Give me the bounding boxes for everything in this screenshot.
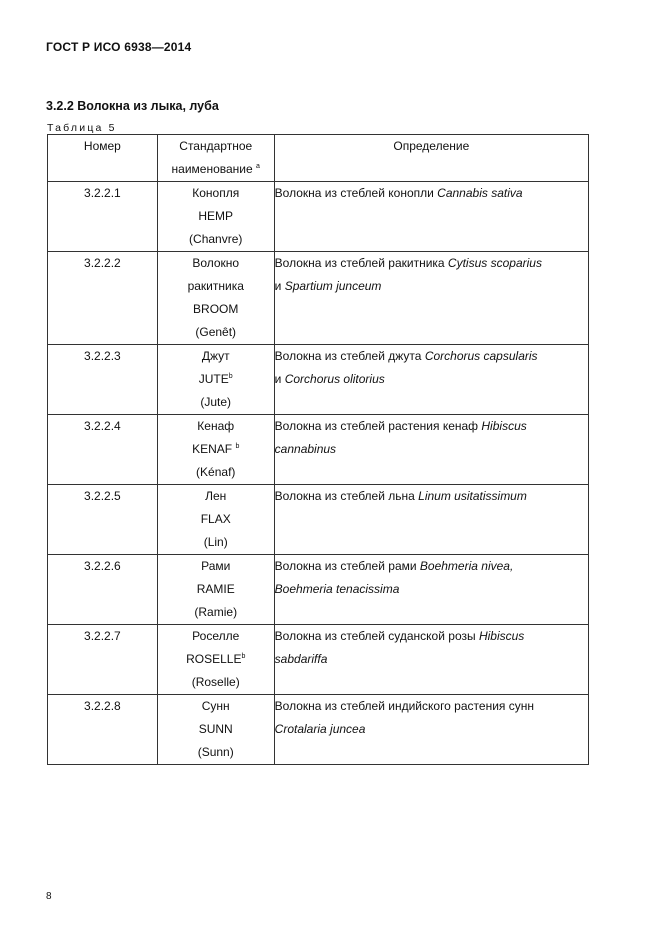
section-title: 3.2.2 Волокна из лыка, луба	[46, 99, 219, 113]
row-number: 3.2.2.2	[48, 252, 158, 345]
row-definition: Волокна из стеблей растения кенаф Hibiscus cannabinus	[274, 415, 588, 485]
footnote-marker: b	[235, 443, 240, 450]
column-header-definition: Определение	[274, 135, 588, 182]
row-definition: Волокна из стеблей рами Boehmeria nivea, Boehmeria tenacissima	[274, 555, 588, 625]
row-name: Лен FLAX (Lin)	[157, 485, 274, 555]
row-name: Сунн SUNN (Sunn)	[157, 695, 274, 765]
fibers-table	[47, 134, 589, 765]
column-header-number: Номер	[48, 135, 158, 182]
footnote-marker: b	[228, 373, 233, 380]
document-code: ГОСТ Р ИСО 6938—2014	[46, 40, 192, 54]
table-row	[48, 182, 589, 252]
table-row	[48, 555, 589, 625]
page-number: 8	[46, 891, 52, 902]
row-name: Рами RAMIE (Ramie)	[157, 555, 274, 625]
row-number: 3.2.2.4	[48, 415, 158, 485]
footnote-marker: b	[241, 653, 246, 660]
table-row	[48, 345, 589, 415]
table-row	[48, 485, 589, 555]
row-number: 3.2.2.3	[48, 345, 158, 415]
row-name: Джут JUTE$^b$ (Jute)	[157, 345, 274, 415]
row-name: Конопля HEMP (Chanvre)	[157, 182, 274, 252]
table-row	[48, 415, 589, 485]
column-header-name: Стандартное наименование $^а$	[157, 135, 274, 182]
row-name: Волокно ракитника BROOM (Genêt)	[157, 252, 274, 345]
table-row	[48, 252, 589, 345]
row-name: Роселле ROSELLE$^b$ (Roselle)	[157, 625, 274, 695]
footnote-marker: а	[256, 163, 260, 170]
row-definition: Волокна из стеблей ракитника Cytisus scoparius и Spartium junceum	[274, 252, 588, 345]
row-definition: Волокна из стеблей льна Linum usitatissimum	[274, 485, 588, 555]
table-row	[48, 695, 589, 765]
row-number: 3.2.2.1	[48, 182, 158, 252]
row-definition: Волокна из стеблей конопли Cannabis sativa	[274, 182, 588, 252]
table-row	[48, 625, 589, 695]
row-number: 3.2.2.7	[48, 625, 158, 695]
row-number: 3.2.2.8	[48, 695, 158, 765]
row-name: Кенаф KENAF $^b$ (Kénaf)	[157, 415, 274, 485]
table-caption: Таблица 5	[47, 122, 117, 134]
row-definition: Волокна из стеблей джута Corchorus capsularis и Corchorus olitorius	[274, 345, 588, 415]
row-number: 3.2.2.6	[48, 555, 158, 625]
row-definition: Волокна из стеблей суданской розы Hibiscus sabdariffa	[274, 625, 588, 695]
row-number: 3.2.2.5	[48, 485, 158, 555]
table-header-row	[48, 135, 589, 182]
row-definition: Волокна из стеблей индийского растения сунн Crotalaria juncea	[274, 695, 588, 765]
